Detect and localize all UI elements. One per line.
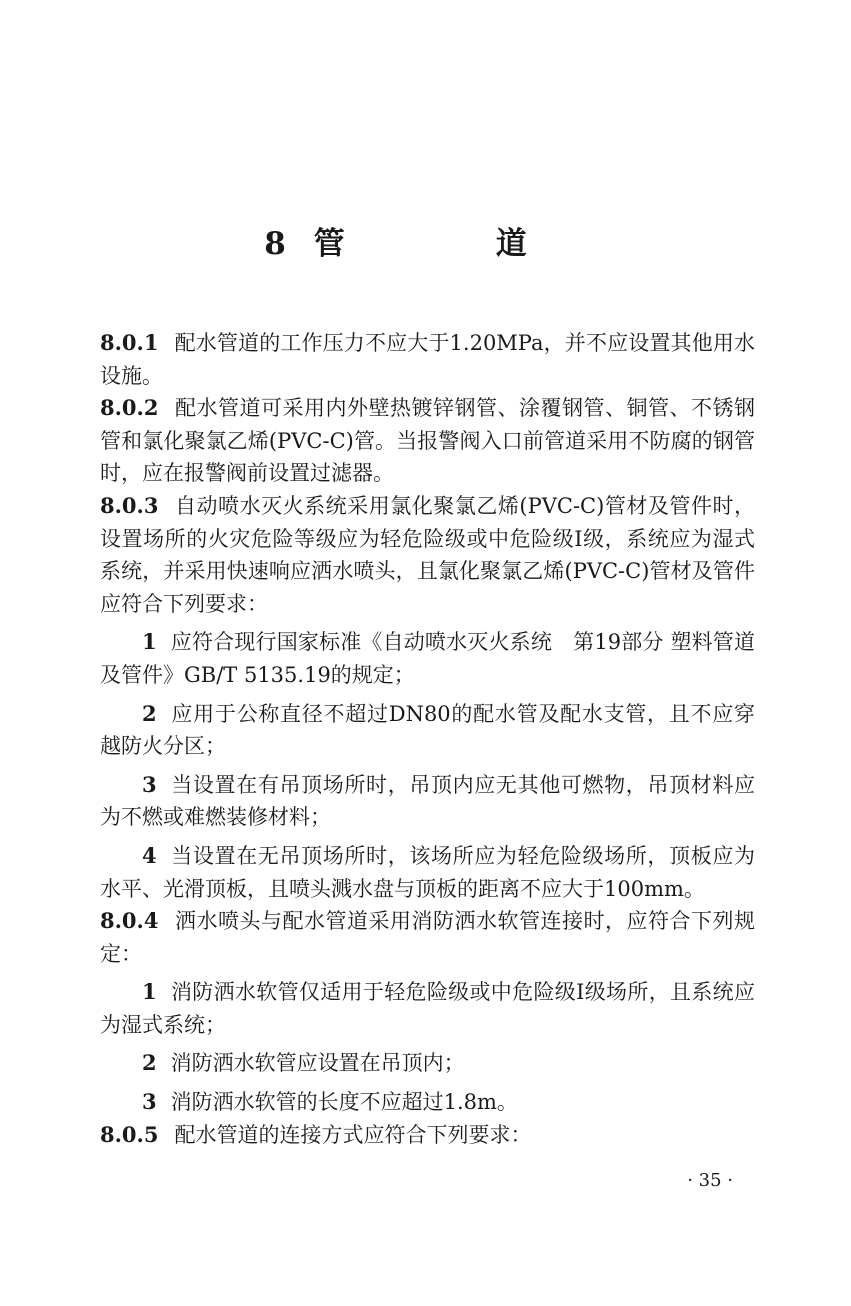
item-text: 消防洒水软管的长度不应超过1.8m。: [170, 1090, 518, 1115]
clause-text: 配水管道可采用内外壁热镀锌钢管、涂覆钢管、铜管、不锈钢管和氯化聚氯乙烯(PVC-C)管。当报警阀入口前管道采用不防腐的钢管时，应在报警阀前设置过滤器。: [100, 396, 755, 486]
item-number: 4: [142, 842, 157, 868]
chapter-name: 管 道: [313, 226, 587, 262]
clause-text: 洒水喷头与配水管道采用消防洒水软管连接时，应符合下列规定：: [100, 909, 755, 966]
item-number: 1: [142, 979, 157, 1005]
item-number: 2: [142, 700, 157, 726]
item-text: 当设置在有吊顶场所时，吊顶内应无其他可燃物，吊顶材料应为不燃或难燃装修材料；: [100, 772, 755, 830]
clause-8-0-3: [100, 490, 755, 620]
item-text: 消防洒水软管仅适用于轻危险级或中危险级Ⅰ级场所，且系统应为湿式系统；: [100, 980, 755, 1037]
clause-number: 8.0.4: [100, 908, 159, 934]
clause-8-0-4-item-1: [100, 976, 755, 1041]
chapter-number: 8: [264, 226, 288, 262]
chapter-body: [100, 327, 755, 1151]
chapter-title: [0, 218, 851, 263]
item-number: 3: [142, 771, 157, 797]
clause-number: 8.0.2: [100, 395, 159, 421]
clause-8-0-5: [100, 1119, 755, 1152]
clause-text: 自动喷水灭火系统采用氯化聚氯乙烯(PVC-C)管材及管件时，设置场所的火灾危险等级应为轻危险级或中危险级I级，系统应为湿式系统，并采用快速响应洒水喷头，且氯化聚氯乙烯(PVC-C)管材及管件应符合下列要求：: [100, 493, 755, 616]
clause-text: 配水管道的连接方式应符合下列要求：: [174, 1122, 532, 1147]
clause-number: 8.0.1: [100, 330, 159, 355]
clause-number: 8.0.5: [100, 1121, 159, 1147]
clause-8-0-3-item-2: [100, 698, 755, 763]
clause-8-0-3-item-4: [100, 840, 755, 905]
clause-8-0-3-item-3: [100, 769, 755, 834]
clause-8-0-3-item-1: [100, 626, 755, 691]
item-text: 消防洒水软管应设置在吊顶内；: [170, 1051, 465, 1076]
clause-8-0-1: [100, 327, 755, 392]
item-number: 2: [142, 1050, 157, 1076]
clause-8-0-4-item-2: [100, 1047, 755, 1080]
item-text: 当设置在无吊顶场所时，该场所应为轻危险级场所，顶板应为水平、光滑顶板，且喷头溅水盘与顶板的距离不应大于100mm。: [100, 843, 755, 901]
item-number: 3: [142, 1089, 157, 1115]
clause-8-0-2: [100, 392, 755, 490]
clause-number: 8.0.3: [100, 492, 159, 518]
page-number: · 35 ·: [687, 1170, 733, 1191]
clause-8-0-4-item-3: [100, 1086, 755, 1119]
clause-8-0-4: [100, 905, 755, 970]
item-text: 应符合现行国家标准《自动喷水灭火系统 第19部分 塑料管道及管件》GB/T 5135.19的规定；: [100, 630, 755, 687]
clause-text: 配水管道的工作压力不应大于1.20MPa，并不应设置其他用水设施。: [100, 331, 755, 388]
item-number: 1: [142, 629, 157, 655]
item-text: 应用于公称直径不超过DN80的配水管及配水支管，且不应穿越防火分区；: [100, 701, 755, 759]
